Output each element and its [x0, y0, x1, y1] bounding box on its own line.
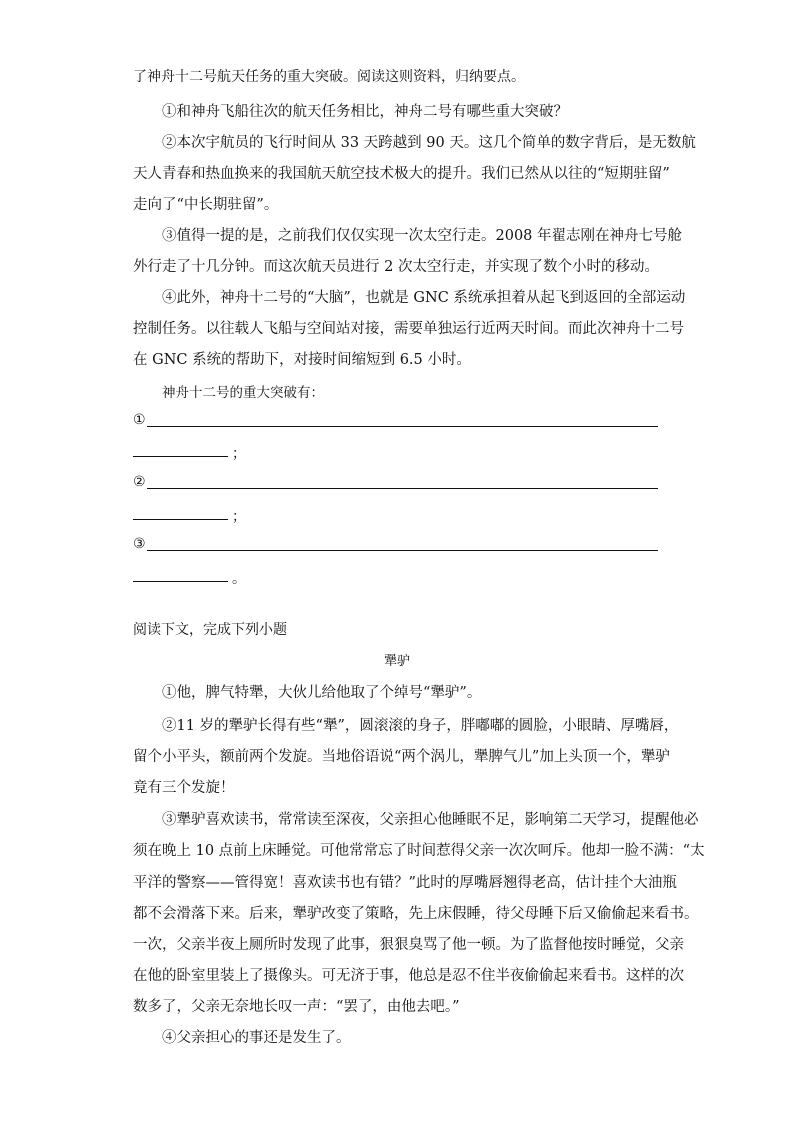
blank-end-2: ； — [232, 509, 246, 525]
intro-line: 了神舟十二号航天任务的重大突破。阅读这则资料，归纳要点。 — [133, 69, 525, 85]
paragraph-line: 天人青春和热血换来的我国航天航空技术极大的提升。我们已然从以往的“短期驻留” — [133, 166, 670, 182]
answer-blank-2-line1[interactable] — [147, 488, 658, 489]
paragraph-line: ④此外，神舟十二号的“大脑”，也就是 GNC 系统承担着从起飞到返回的全部运动 — [162, 290, 686, 306]
answer-blank-1-line1[interactable] — [147, 426, 658, 427]
question-line: ①和神舟飞船往次的航天任务相比，神舟二号有哪些重大突破？ — [162, 104, 568, 120]
paragraph-line: 平洋的警察——管得宽！喜欢读书也有错？”此时的厚嘴唇翘得老高，估计挂个大油瓶 — [133, 875, 677, 891]
blank-end-3: 。 — [232, 571, 246, 587]
paragraph-line: 外行走了十几分钟。而这次航天员进行 2 次太空行走，并实现了数个小时的移动。 — [133, 259, 659, 275]
blank-marker-1: ① — [133, 412, 146, 428]
answer-blank-3-line1[interactable] — [147, 550, 658, 551]
blank-marker-3: ③ — [133, 536, 146, 552]
paragraph-line: 在他的卧室里装上了摄像头。可无济于事，他总是忍不住半夜偷偷起来看书。这样的次 — [133, 968, 684, 984]
paragraph-line: 留个小平头，额前两个发旋。当地俗语说“两个涡儿，犟脾气儿”加上头顶一个，犟驴 — [133, 749, 670, 765]
answer-prompt: 神舟十二号的重大突破有： — [162, 385, 324, 401]
paragraph-line: ④父亲担心的事还是发生了。 — [162, 1030, 351, 1046]
paragraph-line: 竟有三个发旋！ — [133, 780, 235, 796]
paragraph-line: 数多了，父亲无奈地长叹一声：“罢了，由他去吧。” — [133, 999, 460, 1015]
paragraph-line: 一次，父亲半夜上厕所时发现了此事，狠狠臭骂了他一顿。为了监督他按时睡觉，父亲 — [133, 937, 684, 953]
paragraph-line: 都不会滑落下来。后来，犟驴改变了策略，先上床假睡，待父母睡下后又偷偷起来看书。 — [133, 906, 699, 922]
paragraph-line: ②本次宇航员的飞行时间从 33 天跨越到 90 天。这几个简单的数字背后，是无数航 — [162, 135, 696, 151]
blank-marker-2: ② — [133, 474, 146, 490]
answer-blank-2-line2[interactable] — [133, 519, 228, 520]
paragraph-line: ②11 岁的犟驴长得有些“犟”，圆滚滚的身子，胖嘟嘟的圆脸，小眼睛、厚嘴唇， — [162, 718, 679, 734]
paragraph-line: 在 GNC 系统的帮助下，对接时间缩短到 6.5 小时。 — [133, 352, 471, 368]
answer-blank-3-line2[interactable] — [133, 581, 228, 582]
paragraph-line: 控制任务。以往载人飞船与空间站对接，需要单独运行近两天时间。而此次神舟十二号 — [133, 321, 684, 337]
answer-blank-1-line2[interactable] — [133, 456, 228, 457]
paragraph-line: ①他，脾气特犟，大伙儿给他取了个绰号“犟驴”。 — [162, 685, 482, 701]
paragraph-line: ③值得一提的是，之前我们仅仅实现一次太空行走。2008 年翟志刚在神舟七号舱 — [162, 228, 683, 244]
reading-instruction: 阅读下文，完成下列小题 — [133, 622, 287, 638]
article-title: 犟驴 — [383, 654, 410, 669]
paragraph-line: 走向了“中长期驻留”。 — [133, 197, 279, 213]
paragraph-line: ③犟驴喜欢读书，常常读至深夜，父亲担心他睡眠不足，影响第二天学习，提醒他必 — [162, 812, 699, 828]
paragraph-line: 须在晚上 10 点前上床睡觉。可他常常忘了时间惹得父亲一次次呵斥。他却一脸不满：“太 — [133, 843, 705, 859]
blank-end-1: ； — [232, 446, 246, 462]
